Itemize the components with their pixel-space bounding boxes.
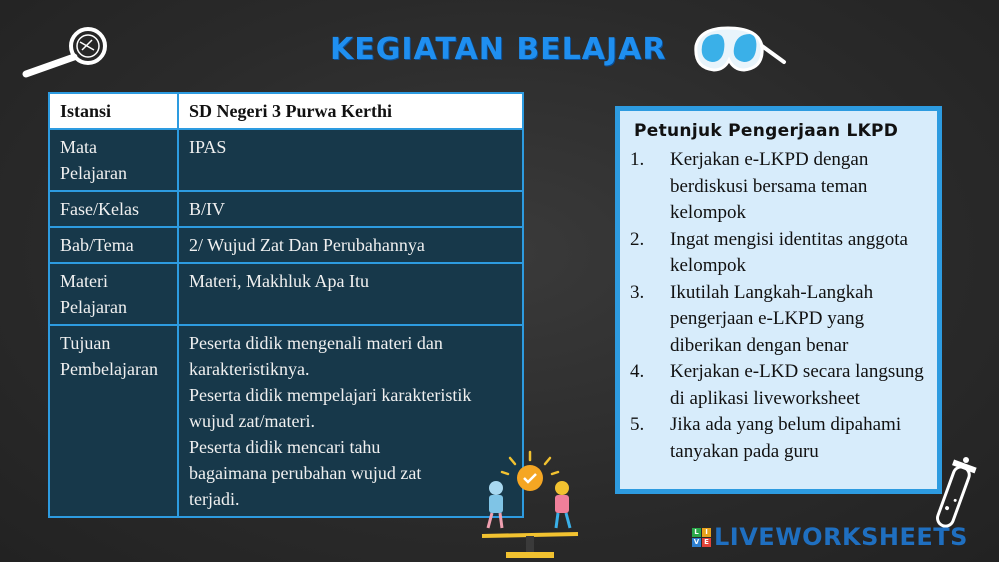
row-label: Tujuan Pembelajaran <box>49 325 178 517</box>
objective-line: Peserta didik mempelajari karakteristik wujud zat/materi. <box>189 385 472 431</box>
row-value: B/IV <box>178 191 523 227</box>
table-row <box>49 129 523 191</box>
page-title: KEGIATAN BELAJAR <box>330 32 667 67</box>
instructions-heading: Petunjuk Pengerjaan LKPD <box>634 121 899 141</box>
item-text: Jika ada yang belum dipahami tanyakan pada guru <box>670 414 902 462</box>
table-row <box>49 325 523 517</box>
table-header-label: Istansi <box>49 93 178 129</box>
table-header-value: SD Negeri 3 Purwa Kerthi <box>178 93 523 129</box>
instructions-panel <box>615 106 942 494</box>
safety-goggles-icon <box>688 18 788 88</box>
row-value: 2/ Wujud Zat Dan Perubahannya <box>178 227 523 263</box>
instruction-item <box>630 147 935 227</box>
row-label: Mata Pelajaran <box>49 129 178 191</box>
instructions-list <box>630 147 935 465</box>
logo-letter: I <box>702 528 711 537</box>
row-value: Materi, Makhluk Apa Itu <box>178 263 523 325</box>
item-number: 3. <box>630 281 645 303</box>
item-number: 1. <box>630 149 645 170</box>
item-text: Ingat mengisi identitas anggota kelompok <box>670 228 908 276</box>
item-number: 2. <box>630 228 645 250</box>
table-row <box>49 227 523 263</box>
magnifying-glass-icon <box>18 24 110 80</box>
item-text: Kerjakan e-LKD secara langsung di aplikasi liveworksheet <box>670 361 924 409</box>
logo-text: LIVEWORKSHEETS <box>714 523 968 551</box>
logo-letter: E <box>702 538 711 547</box>
liveworksheets-logo <box>692 523 968 551</box>
item-text: Kerjakan e-LKPD dengan berdiskusi bersama teman kelompok <box>670 149 869 223</box>
item-number: 4. <box>630 361 645 382</box>
table-header-row <box>49 93 523 129</box>
objective-line: Peserta didik mencari tahu bagaimana perubahan wujud zat terjadi. <box>189 437 422 509</box>
instruction-item <box>630 359 935 412</box>
item-text: Ikutilah Langkah-Langkah pengerjaan e-LKPD yang diberikan dengan benar <box>670 281 874 356</box>
identity-table <box>48 92 524 518</box>
row-label: Materi Pelajaran <box>49 263 178 325</box>
item-number: 5. <box>630 414 645 435</box>
logo-letter: V <box>693 537 700 546</box>
row-value: IPAS <box>178 129 523 191</box>
logo-letter: L <box>692 528 701 537</box>
instruction-item <box>630 280 935 360</box>
logo-blocks <box>692 528 711 547</box>
instruction-item <box>630 227 935 280</box>
instruction-item <box>630 412 935 465</box>
row-label: Bab/Tema <box>49 227 178 263</box>
table-row <box>49 263 523 325</box>
row-label: Fase/Kelas <box>49 191 178 227</box>
balance-scale-icon <box>470 448 590 562</box>
objective-line: Peserta didik mengenali materi dan karakteristiknya. <box>189 333 443 379</box>
table-row <box>49 191 523 227</box>
